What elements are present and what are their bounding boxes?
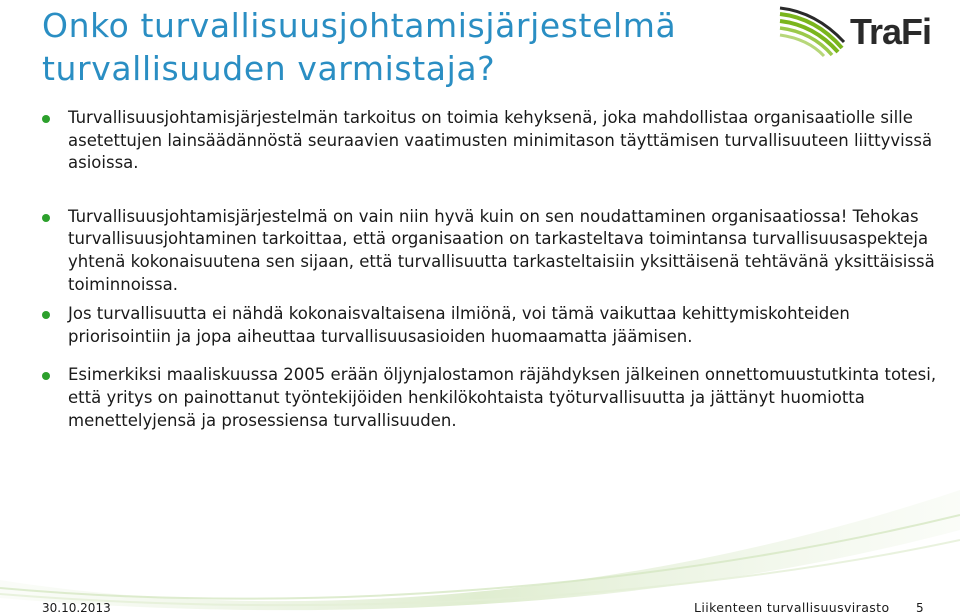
bullet-item [42,364,942,432]
bullet-dot-icon [42,115,50,123]
bullet-item [42,303,942,348]
page-number: 5 [916,601,924,615]
slide-title: Onko turvallisuusjohtamisjärjestelmä turvallisuuden varmistaja? [42,6,677,88]
footer-swoosh-decoration [0,470,960,615]
bullet-text: Esimerkiksi maaliskuussa 2005 erään öljynjalostamon räjähdyksen jälkeinen onnettomuustutkinta totesi, että yritys on painottanut työntekijöiden henkilökohtaista työturvallisuutta ja jättänyt huomiotta menettelyjensä ja prosessiensa turvallisuuden. [68,365,937,430]
bullet-item [42,107,942,175]
trafi-swoosh-logo-icon [776,2,856,66]
bullet-text: Turvallisuusjohtamisjärjestelmän tarkoitus on toimia kehyksenä, joka mahdollistaa organisaatiolle sille asetettujen lainsäädännöstä seuraavien vaatimusten minimitason täyttämisen turvallisuuteen liittyvissä asioissa. [68,108,933,173]
logo-text: TraFi [850,11,932,52]
bullet-text: Jos turvallisuutta ei nähdä kokonaisvaltaisena ilmiönä, voi tämä vaikuttaa kehittymiskohteiden priorisointiin ja jopa aiheuttaa turvallisuusasioiden huomaamatta jäämisen. [68,304,850,346]
trafi-logo [776,2,930,66]
bullet-text: Turvallisuusjohtamisjärjestelmä on vain niin hyvä kuin on sen noudattaminen organisaatiossa! Tehokas turvallisuusjohtaminen tarkoittaa, että organisaation on tarkasteltava toimintansa turvallisuusaspekteja yhtenä kokonaisuutena sen sijaan, että turvallisuutta tarkasteltaisiin yksittäisenä tehtävänä yksittäisissä toiminnoissa. [68,206,935,294]
bullet-dot-icon [42,311,50,319]
footer-organization: Liikenteen turvallisuusvirasto [694,600,890,615]
bullet-item [42,206,942,296]
footer-date: 30.10.2013 [42,601,111,615]
bullet-list [42,107,942,432]
bullet-dot-icon [42,214,50,222]
bullet-dot-icon [42,372,50,380]
